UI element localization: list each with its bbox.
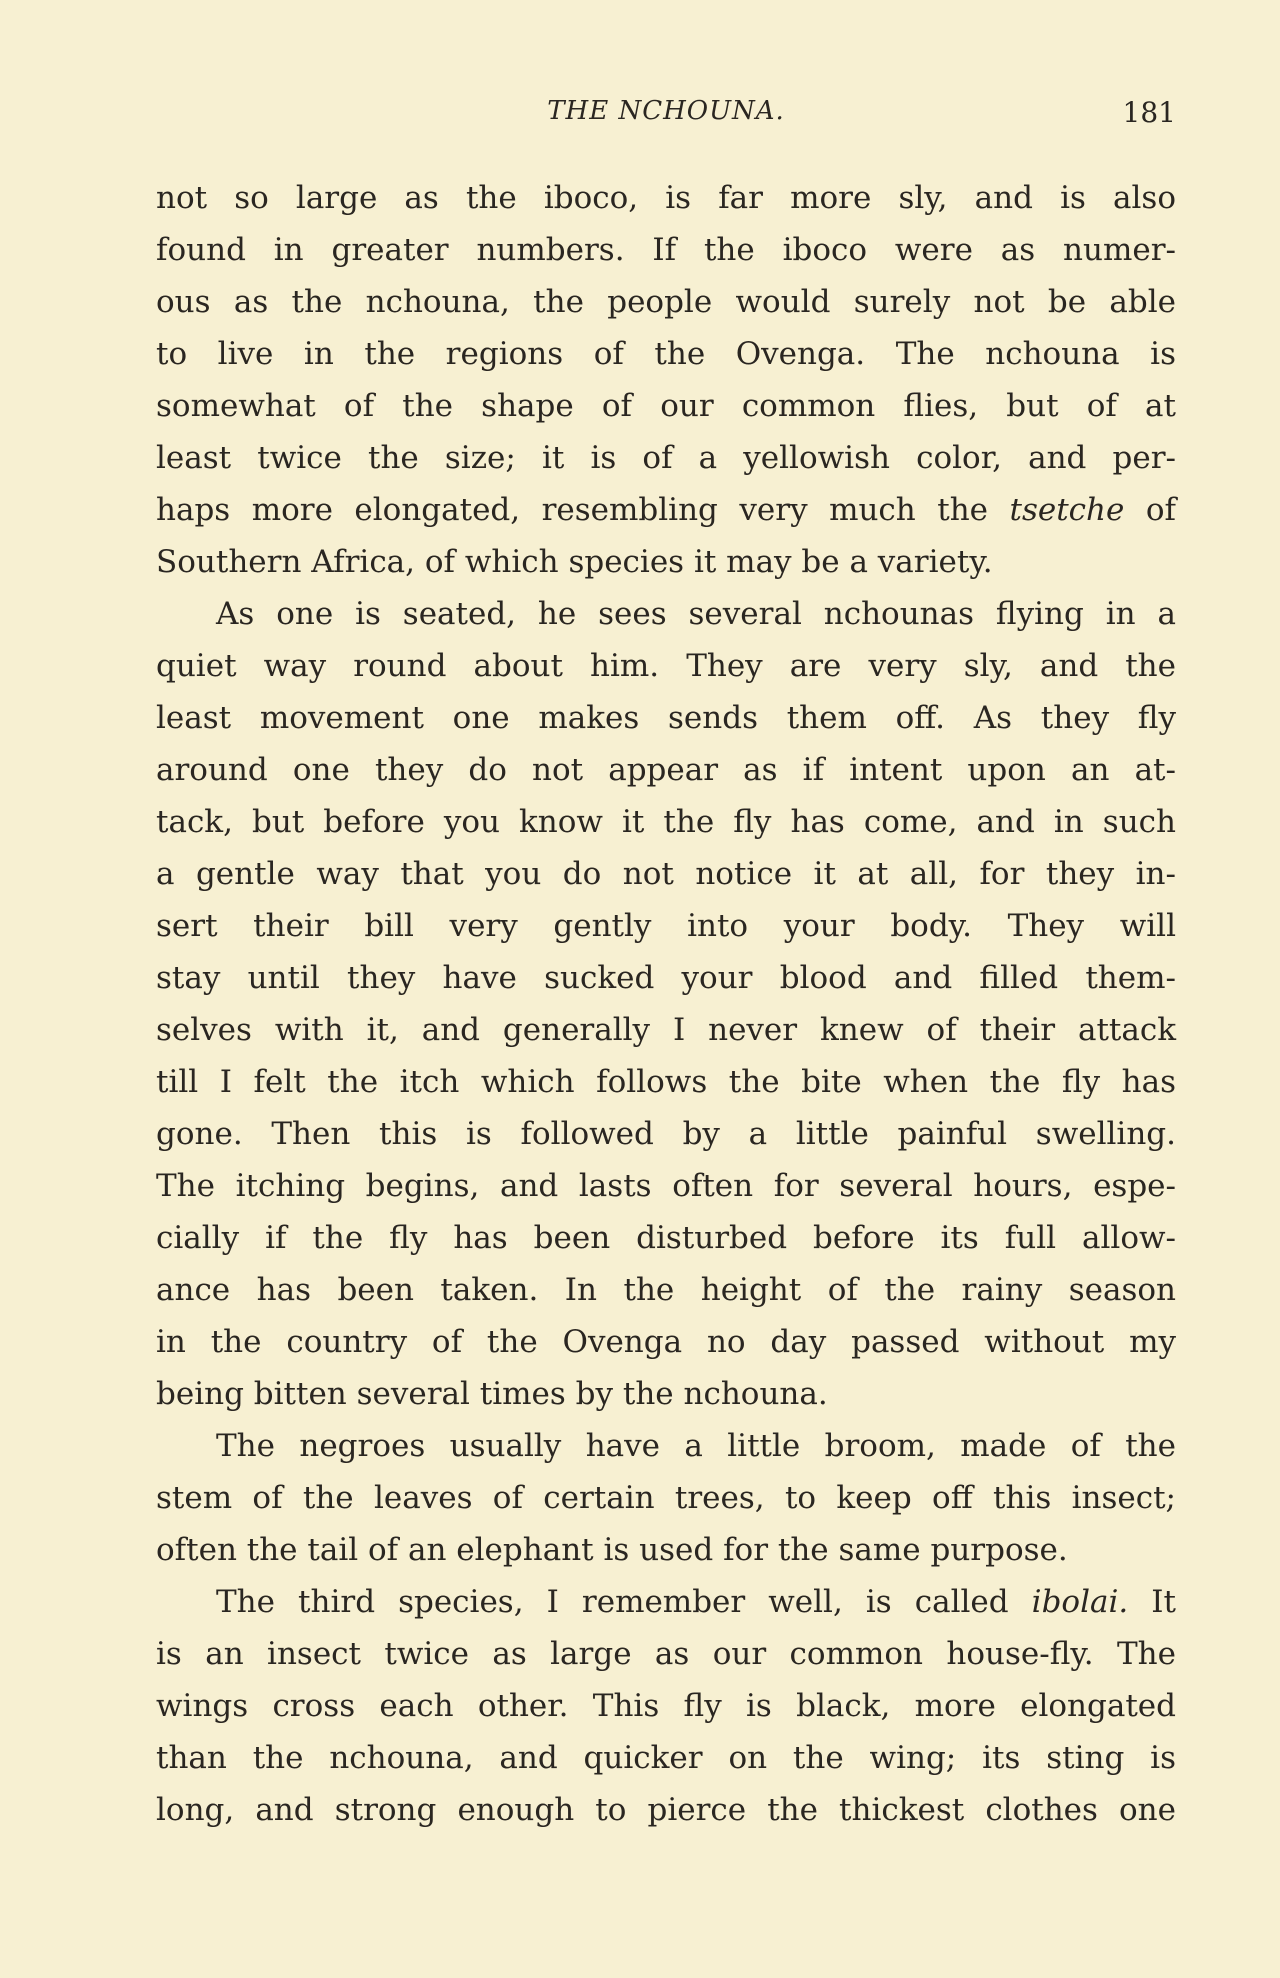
text-line: around one they do not appear as if intent upon an at- [156,752,1176,788]
text-line: least movement one makes sends them off. As they fly [156,700,1176,736]
running-title: THE NCHOUNA. [547,96,785,126]
text-line: ous as the nchouna, the people would surely not be able [156,284,1176,320]
text-segment: It [1128,1584,1176,1620]
text-line: being bitten several times by the nchouna. [156,1376,828,1412]
text-line: is an insect twice as large as our common house-fly. The [156,1636,1176,1672]
italic-term: ibolai. [1031,1584,1129,1620]
text-line: gone. Then this is followed by a little painful swelling. [156,1116,1176,1152]
page-number: 181 [1122,96,1176,129]
text-line: least twice the size; it is of a yellowish color, and per- [156,440,1176,476]
text-line: stem of the leaves of certain trees, to keep off this insect; [156,1480,1176,1516]
text-line: cially if the fly has been disturbed before its full allow- [156,1220,1176,1256]
text-line: till I felt the itch which follows the bite when the fly has [156,1064,1176,1100]
text-line: Southern Africa, of which species it may be a variety. [156,544,993,580]
text-line [156,1576,1176,1628]
text-line: to live in the regions of the Ovenga. The nchouna is [156,336,1176,372]
text-line: tack, but before you know it the fly has come, and in such [156,804,1176,840]
text-line [156,484,1176,536]
text-line: somewhat of the shape of our common flies, but of at [156,388,1176,424]
text-line: ance has been taken. In the height of the rainy season [156,1272,1176,1308]
text-line: As one is seated, he sees several nchounas flying in a [216,596,1176,632]
italic-term: tsetche [1009,492,1125,528]
text-line: The itching begins, and lasts often for several hours, espe- [156,1168,1176,1204]
text-segment: of [1124,492,1176,528]
text-line: than the nchouna, and quicker on the wing; its sting is [156,1740,1176,1776]
text-line: in the country of the Ovenga no day passed without my [156,1324,1176,1360]
text-line: a gentle way that you do not notice it at all, for they in- [156,856,1176,892]
text-line: sert their bill very gently into your body. They will [156,908,1176,944]
body-text [156,172,1176,1836]
text-line: selves with it, and generally I never knew of their attack [156,1012,1176,1048]
text-segment: haps more elongated, resembling very much the [156,492,1010,528]
text-line: often the tail of an elephant is used for the same purpose. [156,1532,1068,1568]
text-line: not so large as the iboco, is far more sly, and is also [156,180,1176,216]
text-line: found in greater numbers. If the iboco were as numer- [156,232,1176,268]
text-segment: The third species, I remember well, is called [216,1584,1032,1620]
text-line: wings cross each other. This fly is black, more elongated [156,1688,1176,1724]
running-head [156,96,1176,136]
text-line: stay until they have sucked your blood and filled them- [156,960,1176,996]
text-line: The negroes usually have a little broom, made of the [216,1428,1176,1464]
text-line: long, and strong enough to pierce the thickest clothes one [156,1792,1176,1828]
text-line: quiet way round about him. They are very sly, and the [156,648,1176,684]
